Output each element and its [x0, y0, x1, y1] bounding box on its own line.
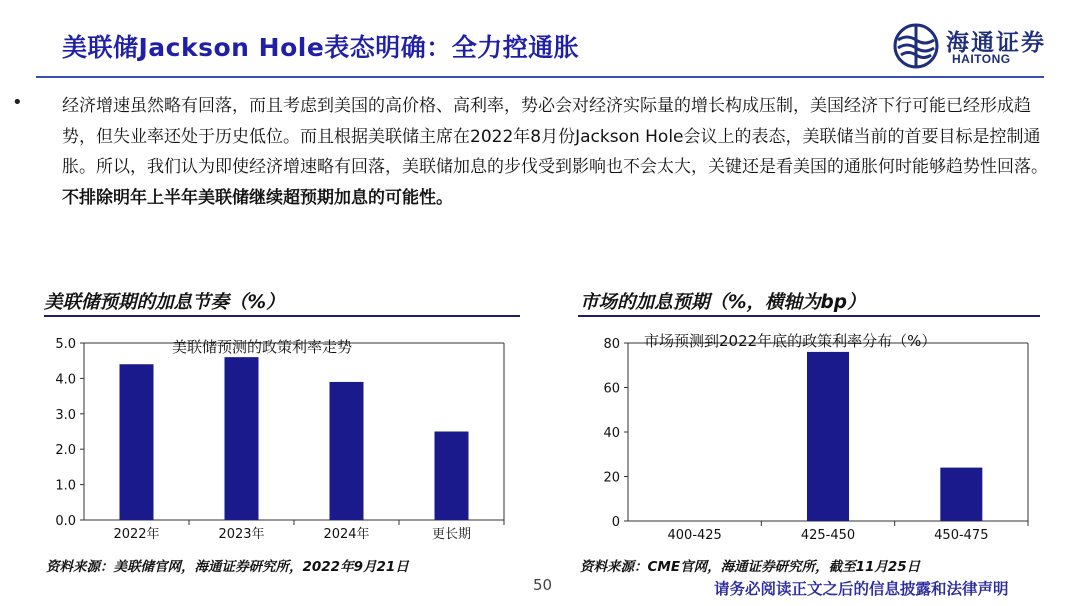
body-text-emphasis: 不排除明年上半年美联储继续超预期加息的可能性。 — [62, 187, 453, 208]
chart1-ytick-label: 1.0 — [55, 478, 76, 494]
chart1-title: 美联储预期的加息节奏（%） — [44, 292, 285, 313]
chart2-ytick-label: 60 — [603, 381, 620, 397]
chart1-subtitle: 美联储预测的政策利率走势 — [172, 338, 353, 356]
page-number: 50 — [533, 576, 553, 594]
body-text: 经济增速虽然略有回落，而且考虑到美国的高价格、高利率，势必会对经济实际量的增长构成压制，美国经济下行可能已经形成趋势，但失业率还处于历史低位。而且根据美联储主席在2022年8月份Jackson Hole会议上的表态，美联储当前的首要目标是控制通胀。所以，我们认为即使经济增速略有回落，美联储加息的步伐受到影响也不会太大，关键还是看美国的通胀何时能够趋势性回落。 — [62, 96, 1048, 177]
chart2-bar — [807, 352, 849, 521]
chart1-xtick-label: 更长期 — [431, 527, 472, 542]
chart2-ytick-label: 20 — [603, 470, 620, 486]
chart1-xtick-label: 2024年 — [323, 527, 370, 542]
chart2-ytick-label: 0 — [611, 515, 620, 530]
chart1-source: 资料来源：美联储官网，海通证券研究所，2022年9月21日 — [46, 559, 409, 575]
chart1-xtick-label: 2022年 — [113, 527, 160, 542]
chart2-xtick-label: 425-450 — [800, 528, 856, 543]
logo-en-text: HAITONG — [952, 52, 1011, 66]
chart2-source: 资料来源：CME官网，海通证券研究所，截至11月25日 — [580, 559, 921, 575]
chart1-ytick-label: 5.0 — [55, 337, 76, 352]
slide-title: 美联储Jackson Hole表态明确：全力控通胀 — [62, 33, 580, 62]
chart2-ytick-label: 80 — [603, 337, 620, 352]
logo-cn-text: 海通证券 — [946, 29, 1046, 56]
chart1-ytick-label: 4.0 — [55, 372, 76, 388]
chart2-subtitle: 市场预测到2022年底的政策利率分布（%） — [644, 332, 937, 350]
chart1-ytick-label: 0.0 — [55, 514, 76, 529]
bullet-dot: • — [12, 92, 23, 113]
chart2-xtick-label: 450-475 — [934, 528, 989, 543]
chart2-xtick-label: 400-425 — [667, 528, 722, 543]
chart2-title: 市场的加息预期（%，横轴为bp） — [580, 292, 866, 313]
chart2-bar — [940, 468, 982, 521]
disclaimer-text: 请务必阅读正文之后的信息披露和法律声明 — [714, 580, 1009, 598]
chart1-ytick-label: 2.0 — [55, 443, 76, 459]
chart1-ytick-label: 3.0 — [55, 407, 76, 423]
chart1-xtick-label: 2023年 — [218, 527, 265, 542]
chart2-ytick-label: 40 — [603, 426, 620, 441]
